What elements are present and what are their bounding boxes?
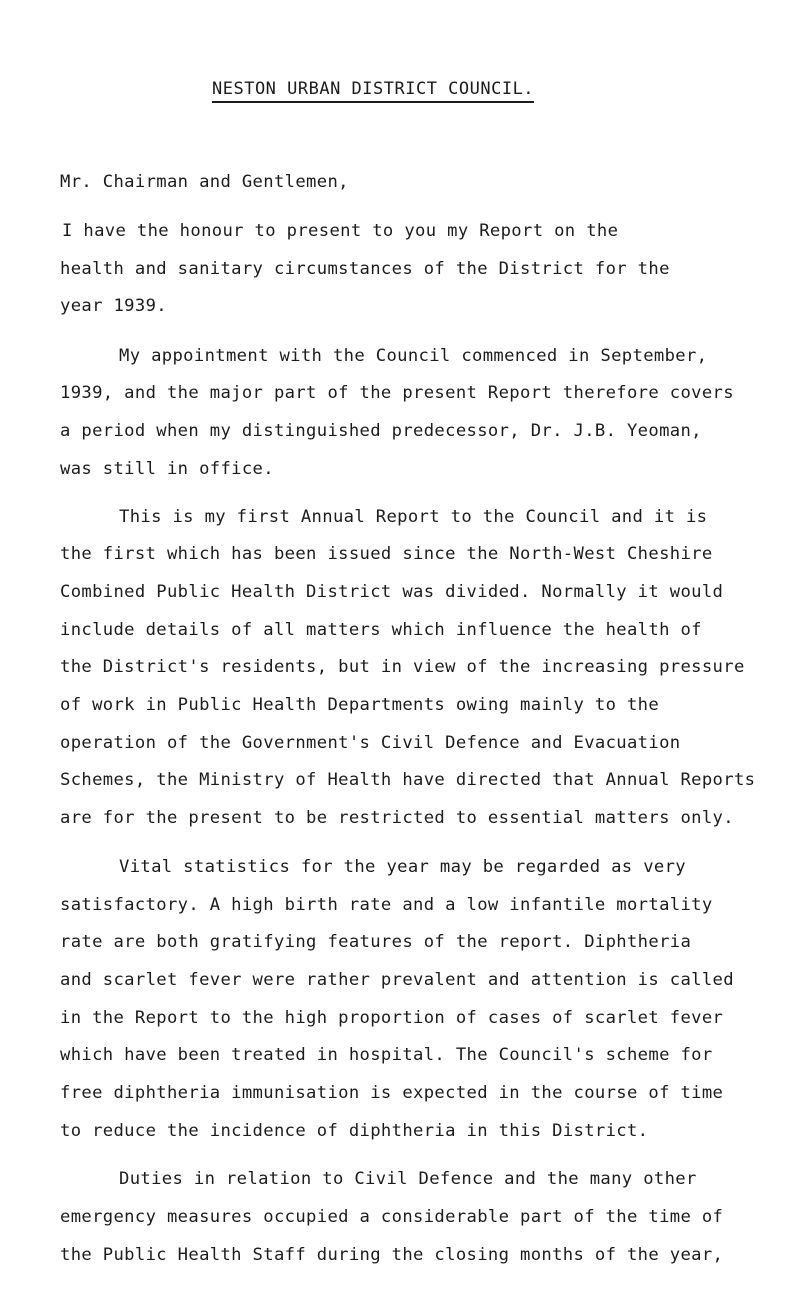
paragraph-2-line-4: was still in office. [60,459,274,479]
paragraph-3-line-3: Combined Public Health District was divided. Normally it would [60,582,724,602]
paragraph-1-line-3: year 1939. [60,296,167,316]
paragraph-4-line-3: rate are both gratifying features of the report. Diphtheria [60,932,692,952]
paragraph-5-line-2: emergency measures occupied a considerable part of the time of [60,1207,724,1227]
paragraph-3-line-5: the District's residents, but in view of the increasing pressure [60,657,745,677]
paragraph-3-line-7: operation of the Government's Civil Defence and Evacuation [60,733,681,753]
paragraph-1-line-2: health and sanitary circumstances of the District for the [60,259,670,279]
salutation: Mr. Chairman and Gentlemen, [60,172,349,192]
paragraph-4-line-5: in the Report to the high proportion of cases of scarlet fever [60,1008,724,1028]
paragraph-4-line-2: satisfactory. A high birth rate and a low infantile mortality [60,895,713,915]
paragraph-1-line-1: I have the honour to present to you my Report on the [62,221,619,241]
paragraph-4-line-1: Vital statistics for the year may be regarded as very [119,857,686,877]
paragraph-3-line-2: the first which has been issued since the North-West Cheshire [60,544,713,564]
paragraph-5-line-3: the Public Health Staff during the closing months of the year, [60,1245,724,1265]
paragraph-2-line-3: a period when my distinguished predecessor, Dr. J.B. Yeoman, [60,421,702,441]
council-heading: NESTON URBAN DISTRICT COUNCIL. [212,78,534,103]
paragraph-3-line-6: of work in Public Health Departments owing mainly to the [60,695,660,715]
paragraph-2-line-1: My appointment with the Council commenced in September, [119,346,708,366]
paragraph-3-line-9: are for the present to be restricted to essential matters only. [60,808,734,828]
paragraph-2-line-2: 1939, and the major part of the present Report therefore covers [60,383,734,403]
paragraph-4-line-7: free diphtheria immunisation is expected in the course of time [60,1083,724,1103]
paragraph-3-line-8: Schemes, the Ministry of Health have directed that Annual Reports [60,770,756,790]
paragraph-4-line-4: and scarlet fever were rather prevalent and attention is called [60,970,734,990]
paragraph-3-line-4: include details of all matters which influence the health of [60,620,702,640]
paragraph-4-line-6: which have been treated in hospital. The Council's scheme for [60,1045,713,1065]
paragraph-5-line-1: Duties in relation to Civil Defence and the many other [119,1169,697,1189]
paragraph-4-line-8: to reduce the incidence of diphtheria in this District. [60,1121,649,1141]
paragraph-3-line-1: This is my first Annual Report to the Council and it is [119,507,708,527]
